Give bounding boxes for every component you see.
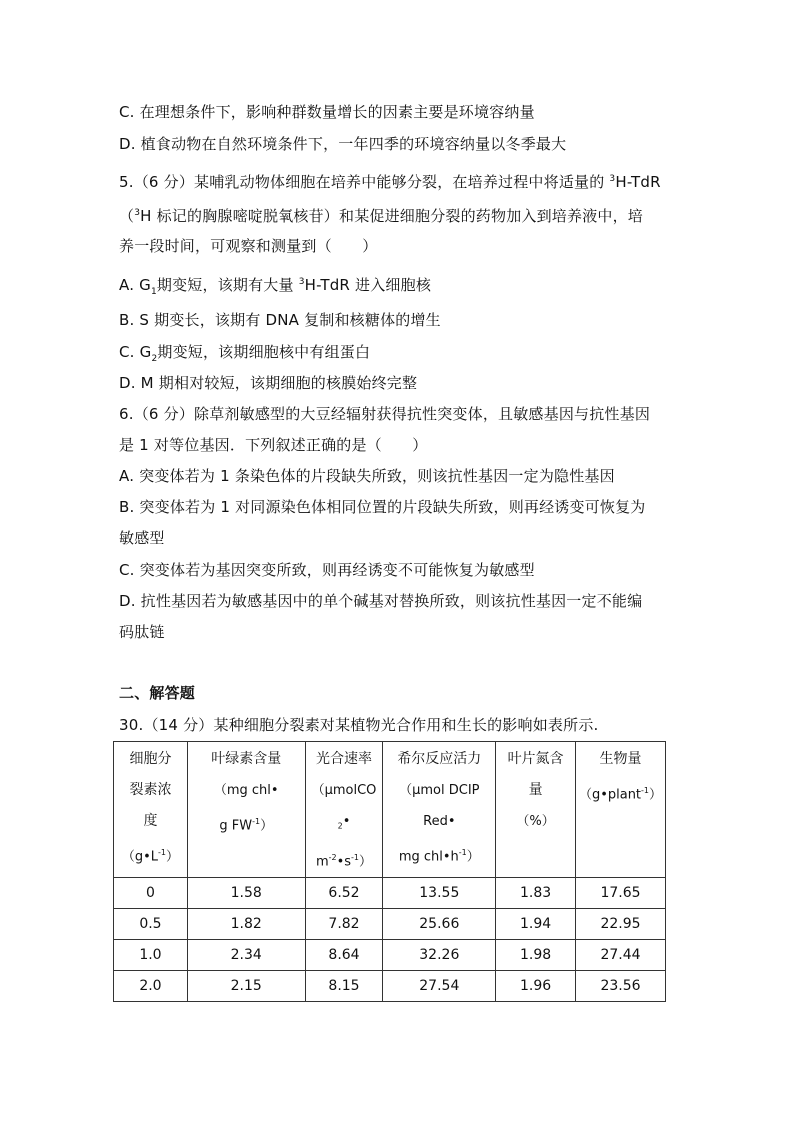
table-cell: 23.56 xyxy=(575,970,665,1001)
table-cell: 1.58 xyxy=(187,877,305,908)
table-row xyxy=(114,939,666,970)
option-c-q6: C. 突变体若为基因突变所致，则再经诱变不可能恢复为敏感型 xyxy=(119,561,535,579)
option-a-q6: A. 突变体若为 1 条染色体的片段缺失所致，则该抗性基因一定为隐性基因 xyxy=(119,467,615,485)
table-cell: 7.82 xyxy=(305,908,383,939)
data-table xyxy=(113,741,666,1002)
table-cell: 1.82 xyxy=(187,908,305,939)
table-cell: 6.52 xyxy=(305,877,383,908)
question-6-stem: 6.（6 分）除草剂敏感型的大豆经辐射获得抗性突变体，且敏感基因与抗性基因 xyxy=(119,405,651,423)
question-5-stem-line2: （$^3$H 标记的胸腺嘧啶脱氧核苷）和某促进细胞分裂的药物加入到培养液中，培 xyxy=(119,207,643,225)
question-6-stem-line2: 是 1 对等位基因．下列叙述正确的是（ ） xyxy=(119,436,428,454)
table-cell: 32.26 xyxy=(383,939,496,970)
table-cell: 1.96 xyxy=(496,970,576,1001)
option-b-q5: B. S 期变长，该期有 DNA 复制和核糖体的增生 xyxy=(119,311,441,329)
table-cell: 27.44 xyxy=(575,939,665,970)
table-header-row xyxy=(114,742,666,878)
table-cell: 0.5 xyxy=(114,908,188,939)
table-cell: 27.54 xyxy=(383,970,496,1001)
table-row xyxy=(114,908,666,939)
option-b-q6-line2: 敏感型 xyxy=(119,529,165,547)
option-c-q5: C. $G_2$期变短，该期细胞核中有组蛋白 xyxy=(119,343,371,364)
header-nitrogen: 叶片氮含 量 （%） xyxy=(496,742,576,878)
option-a-q5: A. $G_1$期变短，该期有大量 $^3$H-TdR 进入细胞核 xyxy=(119,276,432,297)
option-d-q6-line2: 码肽链 xyxy=(119,623,165,641)
question-5-stem: 5.（6 分）某哺乳动物体细胞在培养中能够分裂，在培养过程中将适量的 $^3$H-TdR xyxy=(119,173,661,191)
header-chlorophyll: 叶绿素含量 （mg chl• g $FW^{-1}$） xyxy=(187,742,305,878)
table-cell: 1.83 xyxy=(496,877,576,908)
table-cell: 1.0 xyxy=(114,939,188,970)
table-cell: 22.95 xyxy=(575,908,665,939)
table-row xyxy=(114,970,666,1001)
question-5-stem-line3: 养一段时间，可观察和测量到（ ） xyxy=(119,237,378,255)
table-cell: 0 xyxy=(114,877,188,908)
option-d-q5: D. M 期相对较短，该期细胞的核膜始终完整 xyxy=(119,374,418,392)
option-b-q6: B. 突变体若为 1 对同源染色体相同位置的片段缺失所致，则再经诱变可恢复为 xyxy=(119,498,646,516)
table-cell: 17.65 xyxy=(575,877,665,908)
table-cell: 2.15 xyxy=(187,970,305,1001)
table-cell: 25.66 xyxy=(383,908,496,939)
header-hill-reaction: 希尔反应活力 （μmol DCIP Red• mg $chl•h^{-1}$） xyxy=(383,742,496,878)
table-cell: 1.94 xyxy=(496,908,576,939)
table-cell: 13.55 xyxy=(383,877,496,908)
section-title: 二、解答题 xyxy=(119,684,196,702)
option-d-q4: D. 植食动物在自然环境条件下，一年四季的环境容纳量以冬季最大 xyxy=(119,135,567,153)
header-photosynthesis-rate: 光合速率 （μmolCO $_2$• $m^{-2}•s^{-1}$） xyxy=(305,742,383,878)
option-c-q4: C. 在理想条件下，影响种群数量增长的因素主要是环境容纳量 xyxy=(119,103,535,121)
table-cell: 2.0 xyxy=(114,970,188,1001)
header-biomass: 生物量 （g•plant$^{-1}$） xyxy=(575,742,665,878)
header-concentration: 细胞分 裂素浓 度 $(g•L^{-1})$ xyxy=(114,742,188,878)
option-d-q6: D. 抗性基因若为敏感基因中的单个碱基对替换所致，则该抗性基因一定不能编 xyxy=(119,592,643,610)
table-cell: 1.98 xyxy=(496,939,576,970)
table-cell: 2.34 xyxy=(187,939,305,970)
table-cell: 8.64 xyxy=(305,939,383,970)
table-cell: 8.15 xyxy=(305,970,383,1001)
table-row xyxy=(114,877,666,908)
question-30-stem: 30.（14 分）某种细胞分裂素对某植物光合作用和生长的影响如表所示. xyxy=(119,716,599,734)
